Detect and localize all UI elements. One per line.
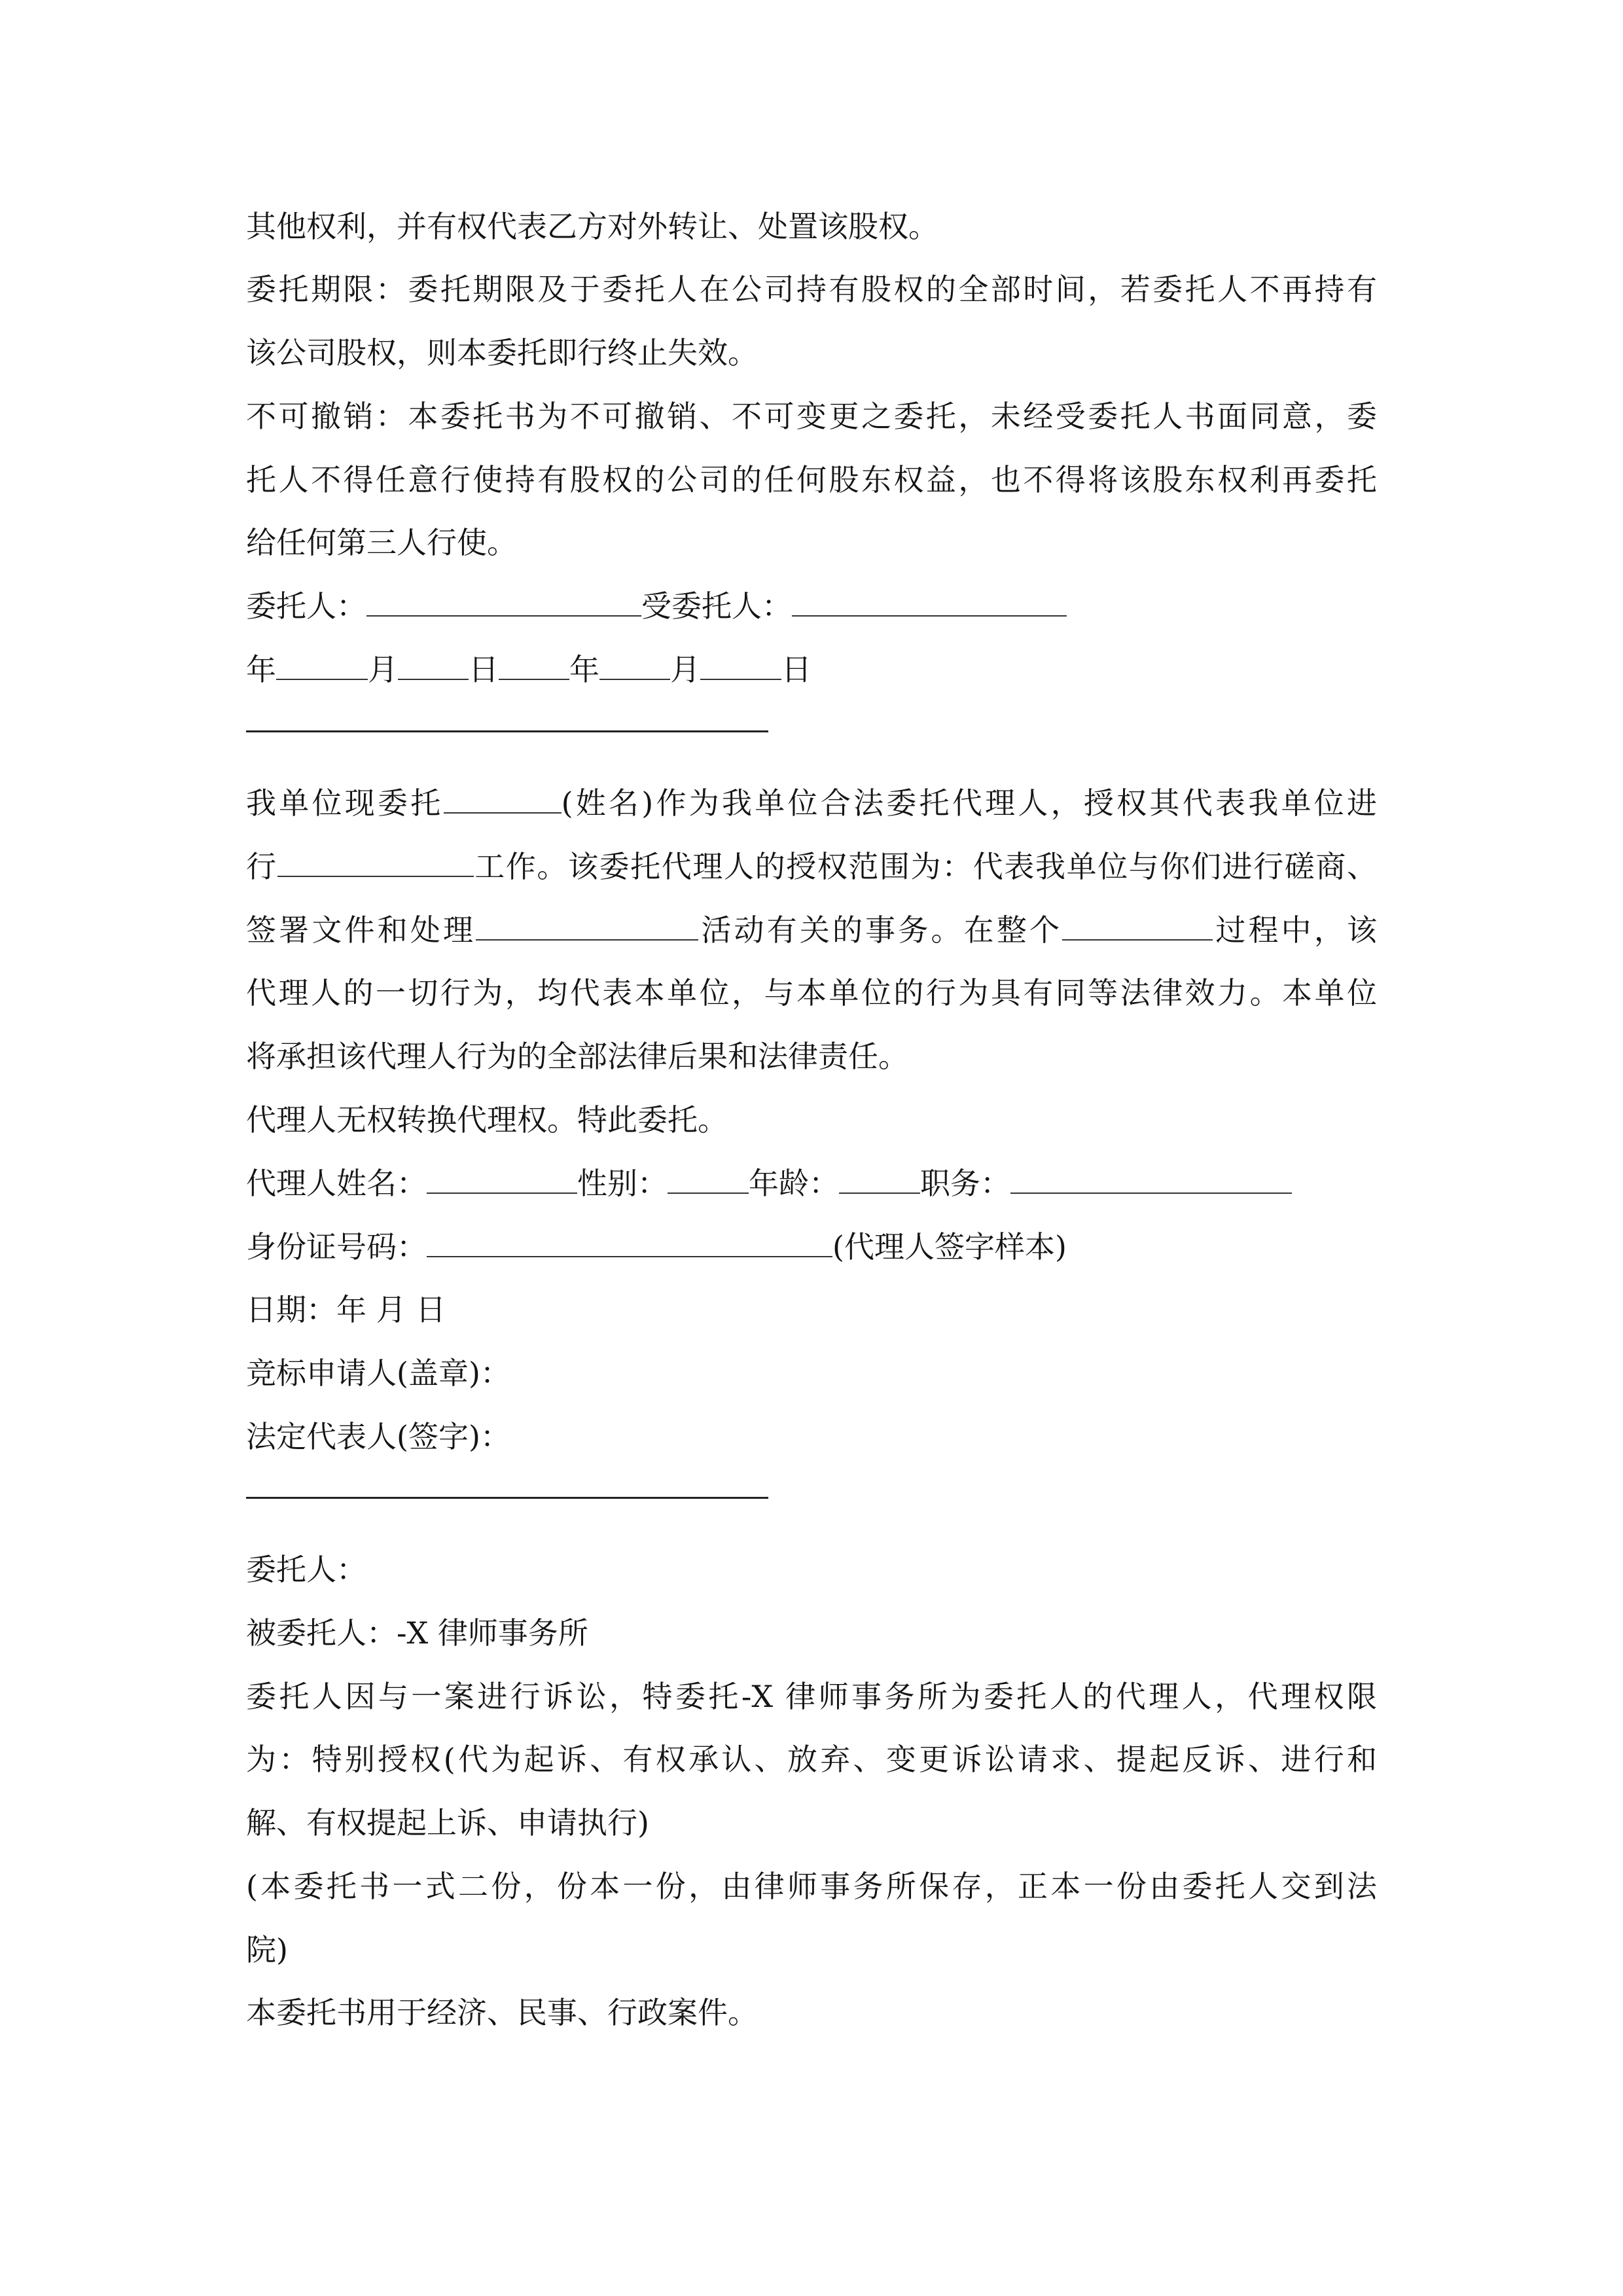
day-blank[interactable] <box>398 650 469 680</box>
litigation-line: 委托人因与一案进行诉讼，特委托-X 律师事务所为委托人的代理人，代理权限 <box>246 1679 1377 1714</box>
section-divider <box>246 730 768 732</box>
gender-label: 性别： <box>577 1166 668 1201</box>
bidder-seal-line: 竞标申请人(盖章)： <box>246 1355 510 1391</box>
month-label: 月 <box>670 652 700 687</box>
paragraph-line: 其他权利，并有权代表乙方对外转让、处置该股权。 <box>246 209 938 244</box>
text-fragment: 我单位现委托 <box>246 785 444 821</box>
irrevocable-clause-line: 不可撤销：本委托书为不可撤销、不可变更之委托，未经受委托人书面同意，委 <box>246 399 1377 434</box>
text-fragment: 活动有关的事务。在整个 <box>698 912 1063 948</box>
date-field: 日期：年 月 日 <box>246 1292 446 1327</box>
year-label: 年 <box>246 652 276 687</box>
work-blank[interactable] <box>277 847 474 877</box>
irrevocable-clause-line: 给任何第三人行使。 <box>246 525 517 560</box>
day-blank[interactable] <box>700 650 781 680</box>
usage-note-line: 本委托书用于经济、民事、行政案件。 <box>246 1995 758 2030</box>
legal-rep-line: 法定代表人(签字)： <box>246 1419 510 1454</box>
text-fragment: 工作。该委托代理人的授权范围为：代表我单位与你们进行磋商、 <box>473 849 1378 884</box>
month-label: 月 <box>368 652 398 687</box>
authorization-line: 将承担该代理人行为的全部法律后果和法律责任。 <box>246 1039 908 1074</box>
signature-sample-label: (代理人签字样本) <box>832 1229 1067 1265</box>
text-fragment: 过程中，该 <box>1213 912 1378 948</box>
day-label: 日 <box>469 652 499 687</box>
text-fragment: (姓名)作为我单位合法委托代理人，授权其代表我单位进 <box>561 785 1377 821</box>
agent-name-blank[interactable] <box>427 1164 577 1194</box>
authorization-line: 代理人的一切行为，均代表本单位，与本单位的行为具有同等法律效力。本单位 <box>246 975 1377 1011</box>
text-fragment: 行 <box>246 849 277 884</box>
term-clause-line: 委托期限：委托期限及于委托人在公司持有股权的全部时间，若委托人不再持有 <box>246 272 1377 307</box>
section-divider <box>246 1497 768 1499</box>
id-line <box>246 1226 1067 1268</box>
authorization-line <box>246 846 1377 888</box>
agent-info-line <box>246 1162 1292 1204</box>
text-fragment: 签署文件和处理 <box>246 912 476 948</box>
gender-blank[interactable] <box>668 1164 749 1194</box>
id-label: 身份证号码： <box>246 1229 427 1265</box>
litigation-line: 解、有权提起上诉、申请执行) <box>246 1805 649 1840</box>
term-clause-line: 该公司股权，则本委托即行终止失效。 <box>246 335 758 370</box>
process-blank[interactable] <box>1062 910 1213 941</box>
irrevocable-clause-line: 托人不得任意行使持有股权的公司的任何股东权益，也不得将该股东权利再委托 <box>246 462 1377 497</box>
agent-blank[interactable] <box>792 586 1067 617</box>
month-blank[interactable] <box>276 650 368 680</box>
id-blank[interactable] <box>427 1227 832 1257</box>
authorization-line <box>246 909 1377 951</box>
litigation-line: 为：特别授权(代为起诉、有权承认、放弃、变更诉讼请求、提起反诉、进行和 <box>246 1742 1377 1777</box>
month-blank[interactable] <box>599 650 670 680</box>
position-blank[interactable] <box>1010 1164 1292 1194</box>
signature-line <box>246 585 1067 627</box>
principal-label: 委托人： <box>246 588 366 624</box>
principal-line: 委托人： <box>246 1552 366 1587</box>
agent-label: 受委托人： <box>641 588 792 624</box>
age-label: 年龄： <box>749 1166 839 1201</box>
copies-note-line: (本委托书一式二份，份本一份，由律师事务所保存，正本一份由委托人交到法 <box>246 1869 1377 1904</box>
date-line <box>246 649 812 691</box>
agent-name-label: 代理人姓名： <box>246 1166 427 1201</box>
no-transfer-line: 代理人无权转换代理权。特此委托。 <box>246 1102 728 1138</box>
age-blank[interactable] <box>839 1164 920 1194</box>
day-label: 日 <box>781 652 812 687</box>
year-blank[interactable] <box>499 650 569 680</box>
agent-line: 被委托人：-X 律师事务所 <box>246 1615 588 1651</box>
year-label: 年 <box>569 652 599 687</box>
authorization-line <box>246 782 1377 824</box>
name-blank[interactable] <box>444 783 562 814</box>
activity-blank[interactable] <box>476 910 698 941</box>
copies-note-line: 院) <box>246 1932 288 1967</box>
position-label: 职务： <box>920 1166 1010 1201</box>
principal-blank[interactable] <box>366 586 641 617</box>
